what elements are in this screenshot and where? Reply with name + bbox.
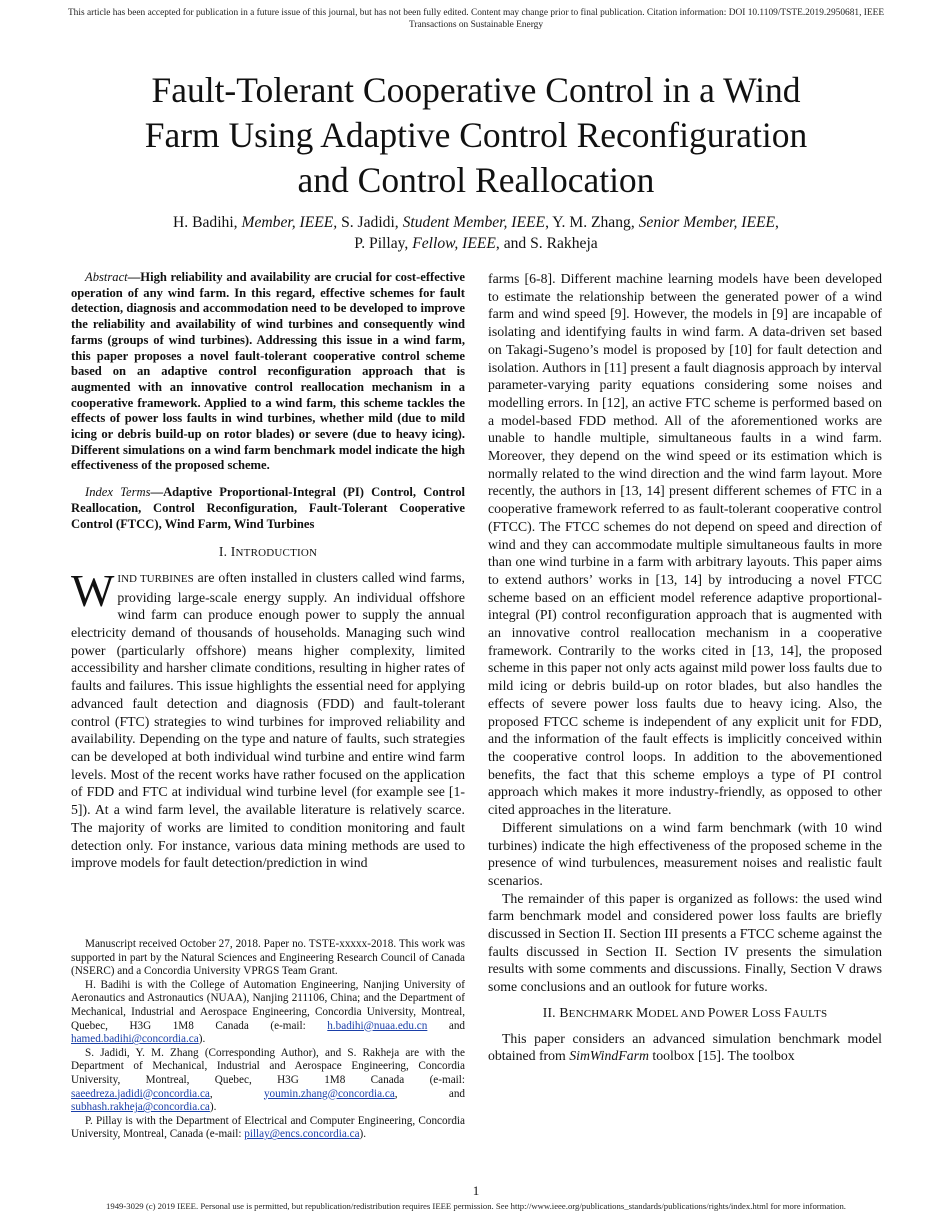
author-role: Student Member, IEEE xyxy=(402,214,546,231)
abstract xyxy=(71,270,465,474)
footnote-text: and xyxy=(427,1019,466,1032)
email-link[interactable]: h.badihi@nuaa.edu.cn xyxy=(327,1019,428,1032)
author-name: S. Jadidi, xyxy=(337,214,403,231)
body-paragraph xyxy=(488,1030,882,1065)
section-cap: P xyxy=(707,1004,716,1020)
body-text: This paper considers an advanced simulation benchmark model obtained from xyxy=(488,1030,882,1064)
copyright-footer: 1949-3029 (c) 2019 IEEE. Personal use is permitted, but republication/redistribution requires IEEE permission. See http://www.ieee.org/publications_standards/publications/rights/index.html for more information. xyxy=(106,1201,846,1211)
footnote-text: , xyxy=(209,1087,264,1100)
index-terms xyxy=(71,485,465,532)
paper-title xyxy=(60,68,892,203)
title-line-2: Farm Using Adaptive Control Reconfiguration xyxy=(144,115,808,155)
page-number: 1 xyxy=(472,1183,480,1198)
toolbox-name: SimWindFarm xyxy=(569,1048,649,1064)
footnote-text: , and xyxy=(394,1087,466,1100)
body-text: toolbox [15]. The toolbox xyxy=(648,1048,795,1064)
section-number: I. xyxy=(218,544,228,560)
drop-cap: W xyxy=(71,564,115,616)
footnote-text: ). xyxy=(359,1128,367,1141)
body-paragraph: Different simulations on a wind farm benchmark (with 10 wind turbines) indicate the high effectiveness of the proposed scheme in the presence of wind turbulences, measurement noises and realistic fault scenarios. xyxy=(488,819,882,888)
title-line-1: Fault-Tolerant Cooperative Control in a Wind xyxy=(151,70,801,110)
author-name: , Y. M. Zhang, xyxy=(545,214,639,231)
footnote-text: ). xyxy=(198,1033,206,1046)
email-link[interactable]: subhash.rakheja@concordia.ca xyxy=(71,1101,210,1114)
header-line-2: Transactions on Sustainable Energy xyxy=(408,20,544,30)
author-separator: , xyxy=(775,214,779,231)
section-sc: AULTS xyxy=(791,1007,828,1020)
intro-text: are often installed in clusters called wind farms, providing large-scale energy supply. An individual offshore wind farm can produce enough power to supply the annual electricity demand of thousands of households. Managing such wind power (particularly offshore) means higher complexity, limited accessibility and harsher climate conditions, resulting in higher rates of faults and failures. This issue highlights the essential need for applying advanced fault detection and diagnosis (FDD) and fault-tolerant control (FTC) strategies to wind turbines for improved reliability and availability. Depending on the type and nature of faults, such strategies can be developed at both individual wind turbine and entire wind farm levels. Most of the recent works have rather focused on the application of FDD and FTC at individual wind turbine level (for example see [1-5]). At a wind farm level, the available literature is relatively scarce. The majority of works are limited to condition monitoring and fault detection only. For instance, various data mining methods are used to improve models for fault detection/prediction in wind xyxy=(71,569,465,871)
section-number: II. xyxy=(542,1004,556,1020)
authors-line-1 xyxy=(40,213,912,234)
author-name: H. Badihi, xyxy=(173,214,242,231)
footnote-jadidi xyxy=(71,1047,465,1115)
authors-line-2 xyxy=(40,234,912,255)
footnote-pillay xyxy=(71,1115,465,1142)
abstract-label: Abstract xyxy=(85,270,128,284)
section-sc: OSS xyxy=(760,1007,785,1020)
body-paragraph: The remainder of this paper is organized as follows: the used wind farm benchmark model and considered power loss faults are briefly discussed in Section II. Section III presents a FTCC scheme against the faults discussed in Section II. Section IV presents the simulation results with some comments and discussions. Finally, Section V draws some conclusions and an outlook for future works. xyxy=(488,890,882,995)
section-title-rest: NTRODUCTION xyxy=(235,547,318,560)
footnote-text: S. Jadidi, Y. M. Zhang (Corresponding Author), and S. Rakheja are with the Department of Mechanical, Industrial and Aerospace Engineering, Concordia University, Montreal, Quebec, H3G 1M8 Canada (e-mail: xyxy=(71,1046,465,1086)
author-role: Senior Member, IEEE xyxy=(638,214,776,231)
index-terms-text: —Adaptive Proportional-Integral (PI) Control, Control Reallocation, Control Reconfiguration, Fault-Tolerant Cooperative Control (FTCC), Wind Farm, Wind Turbines xyxy=(71,485,465,531)
author-role: Fellow, IEEE xyxy=(412,234,496,252)
journal-header xyxy=(20,7,932,31)
email-link[interactable]: saeedreza.jadidi@concordia.ca xyxy=(71,1087,210,1100)
intro-smallcaps: IND TURBINES xyxy=(117,572,194,585)
section-sc: ENCHMARK xyxy=(568,1007,637,1020)
footnote-text: ). xyxy=(209,1101,217,1114)
index-terms-label: Index Terms xyxy=(85,485,151,500)
footnote-text: H. Badihi is with the College of Automation Engineering, Nanjing University of Aeronautics and Astronautics (NUAA), Nanjing 211106, China; and the Department of Mechanical, Industrial and Aerospace Engineering, Concordia University, Montreal, Quebec, H3G 1M8 Canada (e-mail: xyxy=(71,978,465,1032)
header-line-1: This article has been accepted for publication in a future issue of this journal, but has not been fully edited. Content may change prior to final publication. Citation information: DOI 10.1109/TSTE.2019.2950681, IEEE xyxy=(67,8,885,18)
abstract-text: —High reliability and availability are crucial for cost-effective operation of any wind farm. In this regard, effective schemes for fault detection, diagnosis and accommodation need to be developed to improve the reliability and availability of wind turbines and consequently wind farms (groups of wind turbines). Addressing this issue in a wind farm, this paper proposes a novel fault-tolerant cooperative control scheme based on an adaptive control reconfiguration approach that is augmented with an innovative control reallocation mechanism in a cooperative framework. Applied to a wind farm, this scheme tackles the effects of power loss faults in wind turbines, whether mild (due to mild icing or debris build-up on rotor blades) or severe (due to heavy icing). Different simulations on a wind farm benchmark model indicate the high effectiveness of the proposed scheme. xyxy=(71,270,465,473)
author-role: Member, IEEE, xyxy=(241,214,338,231)
section-cap: M xyxy=(636,1004,649,1020)
footnote-manuscript: Manuscript received October 27, 2018. Paper no. TSTE-xxxxx-2018. This work was supported in part by the Natural Sciences and Engineering Research Council of Canada (NSERC) and a Concordia University VPRGS Team Grant. xyxy=(71,938,465,978)
section-cap: F xyxy=(784,1004,792,1020)
section-sc: OWER xyxy=(715,1007,752,1020)
email-link[interactable]: youmin.zhang@concordia.ca xyxy=(263,1087,395,1100)
section-cap: L xyxy=(751,1004,761,1020)
section-sc: ODEL AND xyxy=(648,1007,708,1020)
body-paragraph: farms [6-8]. Different machine learning models have been developed to estimate the relationship between the generated power of a wind farm and wind speed [9]. However, the models in [9] are incapable of isolating and identifying faults in wind farm. A data-driven set based on Takagi-Sugeno’s model is proposed by [10] for fault detection and isolation. Authors in [11] present a fault diagnosis approach by interval parameter-varying parity equations considering some noises and modelling errors. In [12], an active FTC scheme is performed based on a model-based FDD method. All of the aforementioned works are unable to handle multiple, simultaneous faults in a wind farm. Moreover, they depend on the wind speed or its estimation which is normally related to the wind direction and the wind farm layout. More recently, the authors in [13, 14] present different schemes of FTC in a cooperative framework referred to as fault-tolerant cooperative control (FTCC). The FTCC schemes do not depend on speed and direction of wind and they can accommodate multiple simultaneous faults in more than one wind turbine in a farm with arbitrary layouts. This paper aims to extend authors’ works in [13, 14] by introducing a novel FTCC scheme based on an efficient model reference adaptive proportional-integral (PI) control reconfiguration approach that is augmented with an innovative control reallocation mechanism in a cooperative framework. Contrarily to the works cited in [13, 14], the proposed scheme in this paper not only acts against mild power loss faults due to mild icing or debris build-up on rotor blades, but also handles the effects of severe power loss faults due to heavy icing. Also, the proposed FTCC scheme is independent of any explicit unit for FDD, and the information of the fault effects is implicitly conceived within the cooperative control loops. In addition to the abovementioned benefits, the fact that this scheme employs a type of PI control approach which makes it more industry-friendly, as opposed to other cited approaches in the literature. xyxy=(488,271,882,818)
left-column xyxy=(71,270,465,872)
section-cap: B xyxy=(559,1004,569,1020)
author-name: P. Pillay, xyxy=(354,234,413,252)
author-list xyxy=(40,213,912,254)
footnote-badihi xyxy=(71,979,465,1047)
section-initial: I xyxy=(230,544,236,560)
footnote-text: P. Pillay is with the Department of Electrical and Computer Engineering, Concordia University, Montreal, Canada (e-mail: xyxy=(71,1114,465,1141)
footnote xyxy=(71,938,465,1142)
email-link[interactable]: pillay@encs.concordia.ca xyxy=(244,1128,360,1141)
title-line-3: and Control Reallocation xyxy=(297,160,655,200)
intro-paragraph xyxy=(71,564,465,872)
email-link[interactable]: hamed.badihi@concordia.ca xyxy=(71,1033,199,1046)
author-name: , and S. Rakheja xyxy=(495,234,598,252)
right-column xyxy=(488,270,882,1065)
section-heading-introduction xyxy=(71,543,465,563)
section-heading-benchmark xyxy=(488,1004,882,1024)
